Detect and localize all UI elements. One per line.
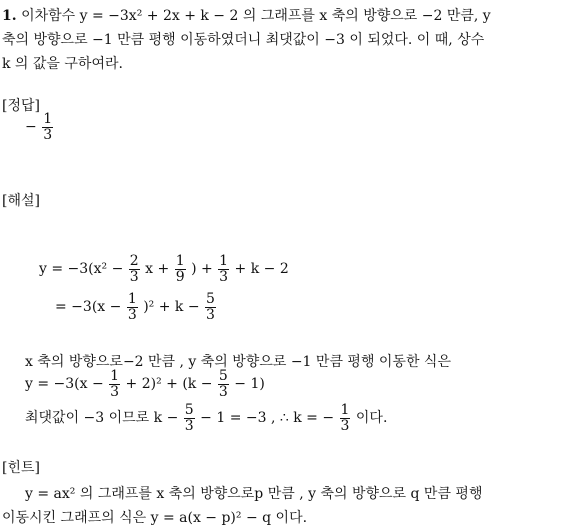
eq2-fraction-2 (205, 292, 216, 322)
max-mid: − 1 = −3 , ∴ k = − (200, 410, 335, 427)
max-fraction-2 (340, 403, 351, 433)
hint-text-2: 이동시킨 그래프의 식은 y = a(x − p)² − q 이다. (2, 510, 308, 526)
solution-equation-2 (55, 292, 217, 322)
eq2-f1-num: 1 (127, 291, 137, 307)
problem-text-3: k 의 값을 구하여라. (2, 56, 123, 72)
shift-fraction-2 (218, 369, 229, 399)
problem-line-1 (2, 5, 491, 25)
solution-label: [해설] (2, 193, 40, 209)
solution-equation-1 (39, 254, 289, 284)
eq1-tail: + k − 2 (234, 261, 289, 278)
eq1-mid: x + (145, 261, 170, 278)
eq1-f3-den: 3 (219, 268, 229, 285)
shift-f2-num: 5 (218, 368, 228, 384)
eq1-f3-num: 1 (219, 253, 229, 269)
eq1-f2-num: 1 (175, 253, 185, 269)
eq1-f1-num: 2 (129, 253, 139, 269)
max-lhs: 최댓값이 −3 이므로 k − (25, 410, 179, 427)
problem-text-2: 축의 방향으로 −1 만큼 평행 이동하였더니 최댓값이 −3 이 되었다. 이 때, 상수 (2, 32, 485, 48)
eq2-f2-den: 3 (206, 306, 215, 323)
eq1-fraction-3 (218, 254, 229, 284)
answer-value (25, 112, 54, 142)
eq2-f2-num: 5 (206, 291, 215, 307)
eq1-fraction-2 (175, 254, 186, 284)
max-f2-num: 1 (340, 402, 350, 418)
answer-numerator: 1 (43, 111, 53, 127)
shift-f2-den: 3 (218, 383, 228, 400)
shift-fraction-1 (109, 369, 120, 399)
max-f2-den: 3 (340, 417, 350, 434)
eq1-lhs: y = −3(x² − (39, 261, 124, 278)
shift-tail: − 1) (234, 376, 265, 393)
eq2-mid: )² + k − (143, 299, 200, 316)
problem-number: 1. (2, 8, 17, 24)
shift-lhs: y = −3(x − (25, 376, 104, 393)
solution-shift-text: x 축의 방향으로−2 만큼 , y 축의 방향으로 −1 만큼 평행 이동한 식은 (25, 354, 451, 370)
answer-label: [정답] (2, 98, 40, 114)
answer-sign: − (25, 119, 37, 136)
eq1-f2-den: 9 (175, 268, 185, 285)
eq2-lhs: = −3(x − (55, 299, 122, 316)
solution-shift-equation (25, 369, 265, 399)
eq1-f1-den: 3 (129, 268, 139, 285)
eq1-mid2: ) + (191, 261, 213, 278)
eq2-fraction-1 (127, 292, 138, 322)
hint-text-1: y = ax² 의 그래프를 x 축의 방향으로p 만큼 , y 축의 방향으로 q 만큼 평행 (25, 486, 483, 502)
hint-label: [힌트] (2, 460, 40, 476)
max-f1-num: 5 (184, 402, 194, 418)
answer-denominator: 3 (43, 126, 53, 143)
max-tail: 이다. (355, 410, 388, 427)
answer-fraction (42, 112, 53, 142)
eq1-fraction-1 (129, 254, 140, 284)
solution-max-equation (25, 403, 387, 433)
eq2-f1-den: 3 (127, 306, 137, 323)
shift-f1-num: 1 (110, 368, 120, 384)
shift-mid: + 2)² + (k − (125, 376, 213, 393)
max-fraction-1 (184, 403, 195, 433)
max-f1-den: 3 (184, 417, 194, 434)
problem-text-1: 이차함수 y = −3x² + 2x + k − 2 의 그래프를 x 축의 방향으로 −2 만큼, y (21, 8, 491, 24)
shift-f1-den: 3 (110, 383, 120, 400)
